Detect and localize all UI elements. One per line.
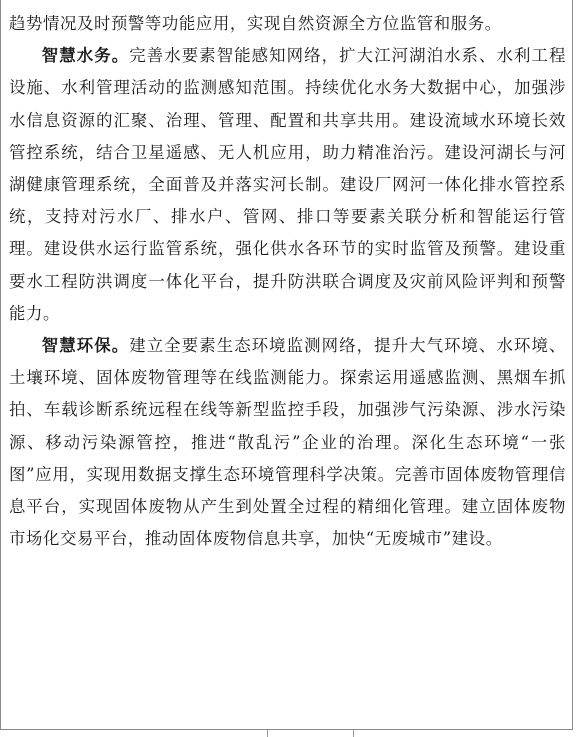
footer-divider-right (353, 730, 354, 737)
section-environment (9, 330, 566, 555)
section-environment-heading: 智慧环保。 (41, 336, 130, 356)
footer-divider-left (267, 730, 268, 737)
page-bottom-border (0, 729, 573, 730)
lead-text: 趋势情况及时预警等功能应用，实现自然资源全方位监管和服务。 (9, 14, 502, 33)
document-body (9, 8, 566, 555)
section-water (9, 40, 566, 330)
section-water-body: 完善水要素智能感知网络，扩大江河湖泊水系、水利工程设施、水利管理活动的监测感知范围。持续优化水务大数据中心，加强涉水信息资源的汇聚、治理、管理、配置和共享共用。建设流域水环境长效管控系统，结合卫星遥感、无人机应用，助力精准治污。建设河湖长与河湖健康管理系统，全面普及并落实河长制。建设厂网河一体化排水管控系统，支持对污水厂、排水户、管网、排口等要素关联分析和智能运行管理。建设供水运行监管系统，强化供水各环节的实时监管及预警。建设重要水工程防洪调度一体化平台，提升防洪联合调度及灾前风险评判和预警能力。 (9, 46, 567, 323)
section-environment-body: 建立全要素生态环境监测网络，提升大气环境、水环境、土壤环境、固体废物管理等在线监测能力。探索运用遥感监测、黑烟车抓拍、车载诊断系统远程在线等新型监控手段，加强涉气污染源、涉水污染源、移动污染源管控，推进“散乱污”企业的治理。深化生态环境“一张图”应用，实现用数据支撑生态环境管理科学决策。完善市固体废物管理信息平台，实现固体废物从产生到处置全过程的精细化管理。建立固体废物市场化交易平台，推动固体废物信息共享，加快“无废城市”建设。 (9, 336, 567, 549)
section-water-heading: 智慧水务。 (41, 46, 130, 66)
lead-paragraph (9, 8, 566, 40)
